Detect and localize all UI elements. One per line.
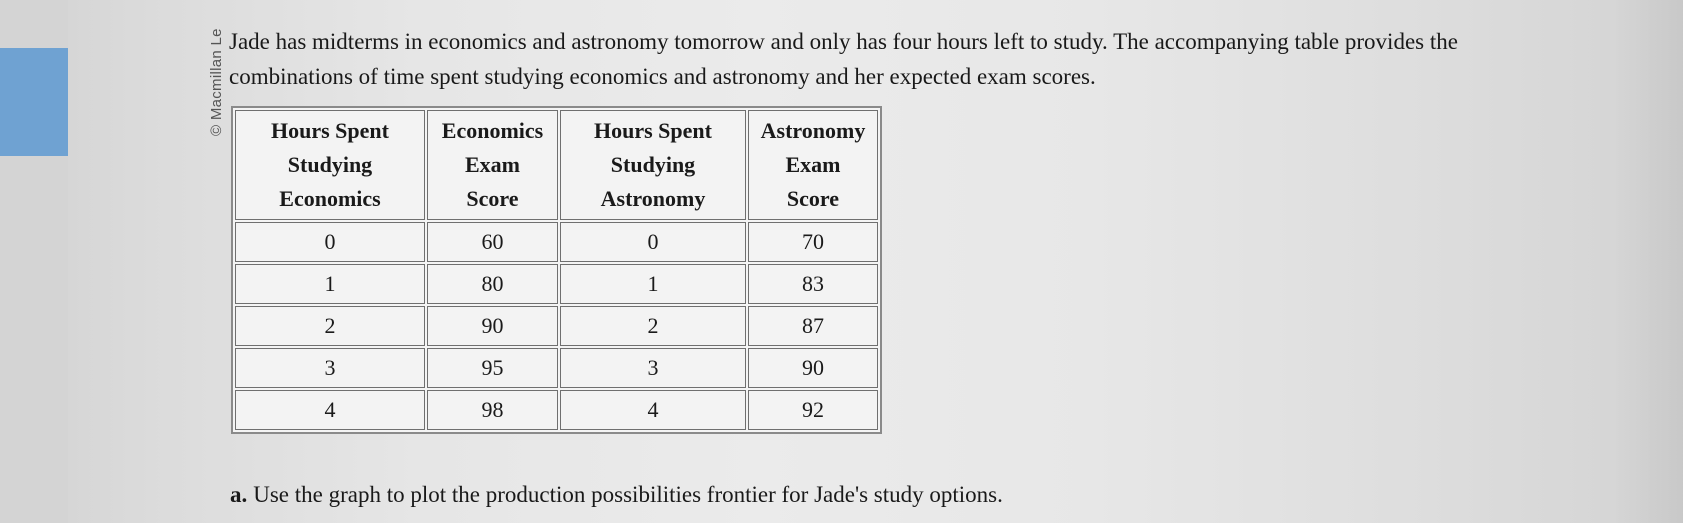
table-cell: 2 — [235, 306, 425, 346]
table-row — [235, 264, 878, 304]
table-cell: 60 — [427, 222, 558, 262]
table-cell: 70 — [748, 222, 878, 262]
table-cell: 1 — [235, 264, 425, 304]
right-shade — [1613, 0, 1683, 523]
part-a-text: Use the graph to plot the production possibilities frontier for Jade's study options. — [253, 482, 1003, 507]
question-paragraph: Jade has midterms in economics and astronomy tomorrow and only has four hours left to study. The accompanying table provides the combinations of time spent studying economics and astronomy and her expected exam scores. — [229, 29, 1458, 89]
header-hours-economics — [235, 110, 425, 220]
copyright-text: © Macmillan Le — [208, 28, 225, 136]
table-cell: 90 — [427, 306, 558, 346]
table-row — [235, 306, 878, 346]
table-cell: 2 — [560, 306, 746, 346]
header-line: Hours Spent — [271, 118, 389, 143]
header-line: Astronomy — [760, 118, 866, 143]
header-line: Score — [786, 186, 840, 211]
header-economics-score — [427, 110, 558, 220]
table-cell: 4 — [235, 390, 425, 430]
table-row — [235, 222, 878, 262]
header-hours-astronomy — [560, 110, 746, 220]
header-line: Exam — [465, 152, 520, 177]
table-cell: 0 — [560, 222, 746, 262]
table-cell: 98 — [427, 390, 558, 430]
header-line: Score — [466, 186, 519, 211]
table-cell: 4 — [560, 390, 746, 430]
header-line: Astronomy — [600, 186, 706, 211]
table-cell: 83 — [748, 264, 878, 304]
header-line: Economics — [279, 186, 381, 211]
table-cell: 92 — [748, 390, 878, 430]
table-cell: 0 — [235, 222, 425, 262]
header-line: Studying — [287, 152, 373, 177]
header-line: Hours Spent — [594, 118, 712, 143]
table-cell: 1 — [560, 264, 746, 304]
table-cell: 95 — [427, 348, 558, 388]
table-cell: 90 — [748, 348, 878, 388]
header-astronomy-score — [748, 110, 878, 220]
table-header-row — [235, 110, 878, 220]
table-cell: 87 — [748, 306, 878, 346]
table-row — [235, 348, 878, 388]
header-line: Exam — [785, 152, 841, 177]
table-cell: 3 — [560, 348, 746, 388]
part-a-question — [230, 480, 1003, 510]
header-line: Economics — [441, 118, 544, 143]
table-row — [235, 390, 878, 430]
table-cell: 3 — [235, 348, 425, 388]
part-a-label: a. — [230, 482, 248, 507]
left-blue-accent — [0, 48, 68, 156]
table-cell: 80 — [427, 264, 558, 304]
study-hours-table — [231, 106, 882, 434]
header-line: Studying — [610, 152, 696, 177]
